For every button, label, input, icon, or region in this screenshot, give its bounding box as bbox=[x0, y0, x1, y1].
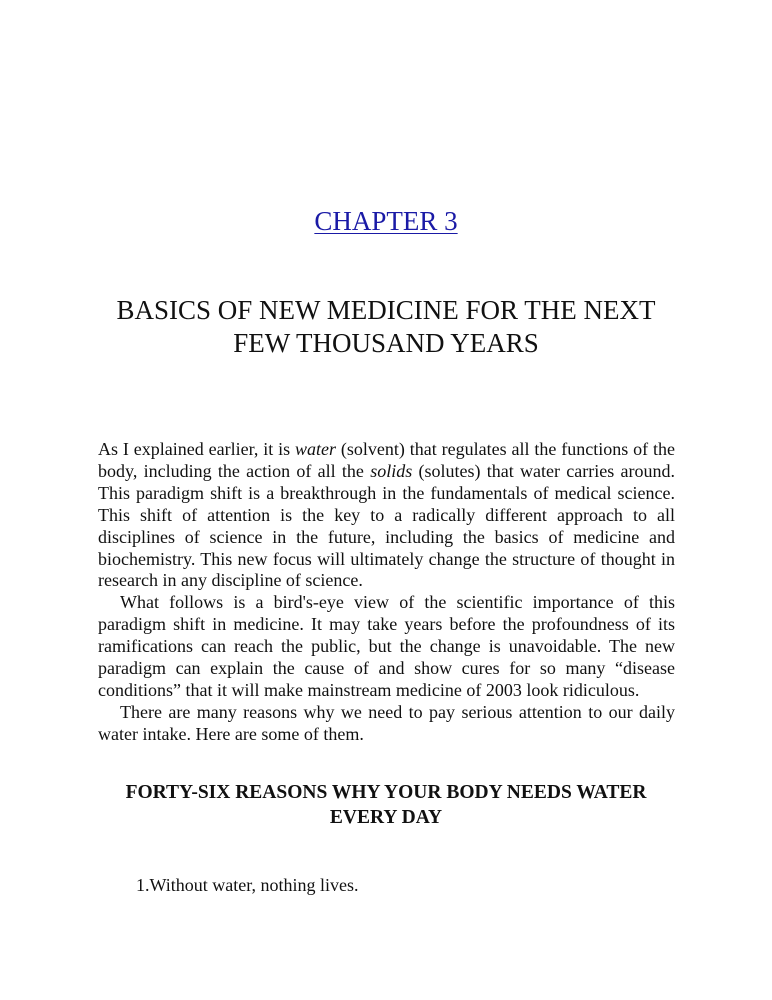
paragraph-1 bbox=[98, 439, 675, 592]
chapter-title-line-1: BASICS OF NEW MEDICINE FOR THE NEXT bbox=[116, 295, 656, 325]
emphasis-water: water bbox=[295, 439, 337, 459]
body-text bbox=[98, 439, 675, 746]
paragraph-3: There are many reasons why we need to pay serious attention to our daily water intake. Here are some of them. bbox=[98, 701, 675, 744]
paragraph-2: What follows is a bird's-eye view of the scientific importance of this paradigm shift in medicine. It may take years before the profoundness of its ramifications can reach the public, but the change is unavoidable. The new paradigm can explain the cause of and show cures for so many “disease conditions” that it will make mainstream medicine of 2003 look ridiculous. bbox=[98, 592, 675, 700]
section-heading-line-1: FORTY-SIX REASONS WHY YOUR BODY NEEDS WATER bbox=[125, 782, 647, 803]
chapter-link[interactable]: CHAPTER 3 bbox=[314, 206, 458, 236]
paragraph-1-text-c: (solutes) that water carries around. This paradigm shift is a breakthrough in the fundamentals of medical science. This shift of attention is the key to a radically different approach to all disciplines of science in the future, including the basics of medicine and biochemistry. This new focus will ultimately change the structure of thought in research in any discipline of science. bbox=[98, 460, 675, 591]
chapter-title-line-2: FEW THOUSAND YEARS bbox=[233, 328, 539, 358]
paragraph-1-text-b: (solvent) that regulates all the functions of the body, including the action of all the bbox=[98, 439, 675, 481]
chapter-heading bbox=[0, 204, 772, 238]
section-heading bbox=[90, 780, 682, 830]
list-item: 1.Without water, nothing lives. bbox=[136, 875, 359, 895]
emphasis-solids: solids bbox=[370, 460, 413, 481]
section-heading-line-2: EVERY DAY bbox=[329, 807, 443, 828]
paragraph-1-text-a: As I explained earlier, it is bbox=[98, 439, 296, 459]
chapter-title bbox=[60, 294, 712, 360]
